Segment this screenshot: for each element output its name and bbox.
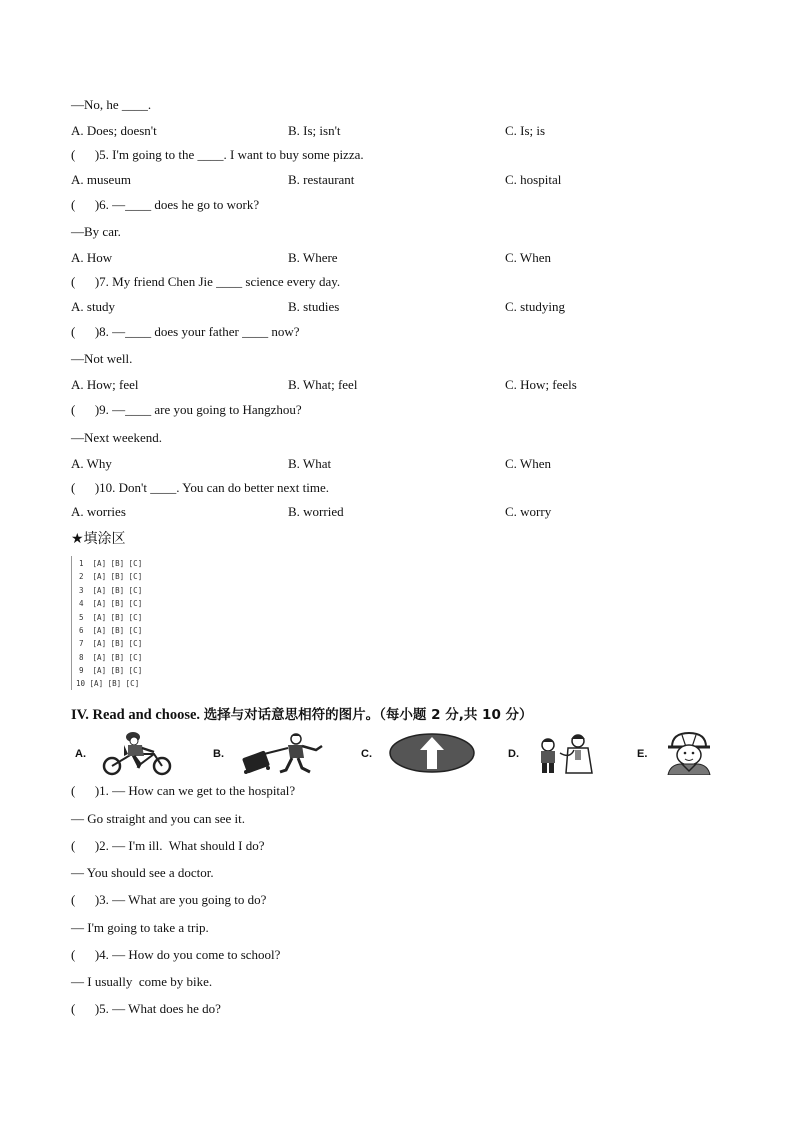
question-6: ( )6. —____ does he go to work? <box>71 197 260 212</box>
option-c: C. When <box>505 250 551 265</box>
answer-sheet-row[interactable]: 5 [A] [B] [C] <box>79 612 143 622</box>
question-2: ( )2. — I'm ill. What should I do? <box>71 838 265 853</box>
question-1: ( )1. — How can we get to the hospital? <box>71 783 296 798</box>
options-row <box>71 456 671 472</box>
question-8: ( )8. —____ does your father ____ now? <box>71 324 300 339</box>
picture-label-b: B. <box>213 748 224 760</box>
answer-line: — Go straight and you can see it. <box>71 811 246 826</box>
question-5: ( )5. I'm going to the ____. I want to buy some pizza. <box>71 147 364 162</box>
traveler-suitcase-icon <box>236 732 326 776</box>
question-5: ( )5. — What does he do? <box>71 1001 221 1016</box>
answer-sheet-row[interactable]: 4 [A] [B] [C] <box>79 599 143 608</box>
answer-line: —No, he ____. <box>71 97 152 112</box>
question-7: ( )7. My friend Chen Jie ____ science every day. <box>71 274 341 289</box>
options-row <box>71 299 671 315</box>
answer-sheet-row[interactable]: 8 [A] [B] [C] <box>79 652 143 662</box>
option-b: B. studies <box>288 299 340 314</box>
answer-sheet-row[interactable]: 9 [A] [B] [C] <box>79 666 143 675</box>
option-c: C. When <box>505 456 551 471</box>
answer-sheet-row[interactable]: 3 [A] [B] [C] <box>79 585 143 595</box>
answer-line: — You should see a doctor. <box>71 865 214 880</box>
option-a: A. museum <box>71 172 131 187</box>
section-title-en: IV. Read and choose. <box>71 707 204 723</box>
option-a: A. How; feel <box>71 377 139 392</box>
options-row <box>71 377 671 393</box>
doctor-child-icon <box>534 733 604 775</box>
question-4: ( )4. — How do you come to school? <box>71 947 281 962</box>
option-a: A. Does; doesn't <box>71 123 157 138</box>
option-a: A. worries <box>71 504 126 519</box>
option-c: C. Is; is <box>505 123 546 138</box>
option-b: B. Where <box>288 250 338 265</box>
picture-label-e: E. <box>637 748 648 760</box>
option-c: C. studying <box>505 299 565 314</box>
answer-sheet-row[interactable]: 6 [A] [B] [C] <box>79 626 143 635</box>
answer-sheet-row[interactable]: 1 [A] [B] [C] <box>79 559 143 568</box>
answer-line: — I'm going to take a trip. <box>71 920 209 935</box>
straight-arrow-sign-icon <box>388 733 476 773</box>
answer-line: —By car. <box>71 224 121 239</box>
option-b: B. Is; isn't <box>288 123 341 138</box>
picture-label-c: C. <box>361 748 372 760</box>
option-a: A. study <box>71 299 116 314</box>
answer-line: —Not well. <box>71 351 133 366</box>
answer-line: — I usually come by bike. <box>71 974 213 989</box>
section-title-cn: 选择与对话意思相符的图片。（每小题 2 分,共 10 分） <box>203 707 533 723</box>
option-a: A. How <box>71 250 113 265</box>
options-row <box>71 504 671 520</box>
options-row <box>71 250 671 266</box>
section-title <box>71 703 533 724</box>
answer-sheet-row[interactable]: 7 [A] [B] [C] <box>79 639 143 648</box>
options-row <box>71 123 671 139</box>
picture-label-d: D. <box>508 748 519 760</box>
question-9: ( )9. —____ are you going to Hangzhou? <box>71 402 302 417</box>
option-a: A. Why <box>71 456 112 471</box>
answer-sheet-title: ★填涂区 <box>71 531 126 547</box>
answer-sheet-row[interactable]: 2 [A] [B] [C] <box>79 572 143 581</box>
option-b: B. What <box>288 456 332 471</box>
option-b: B. worried <box>288 504 344 519</box>
question-3: ( )3. — What are you going to do? <box>71 892 267 907</box>
option-b: B. restaurant <box>288 172 355 187</box>
answer-line: —Next weekend. <box>71 430 162 445</box>
answer-sheet <box>71 556 192 690</box>
option-c: C. worry <box>505 504 552 519</box>
option-b: B. What; feel <box>288 377 358 392</box>
question-10: ( )10. Don't ____. You can do better next time. <box>71 480 329 495</box>
answer-sheet-row[interactable]: 10 [A] [B] [C] <box>76 679 140 688</box>
worker-helmet-icon <box>660 731 718 775</box>
picture-label-a: A. <box>75 748 86 760</box>
option-c: C. How; feels <box>505 377 577 392</box>
option-c: C. hospital <box>505 172 562 187</box>
cyclist-icon <box>98 732 178 776</box>
options-row <box>71 172 671 188</box>
